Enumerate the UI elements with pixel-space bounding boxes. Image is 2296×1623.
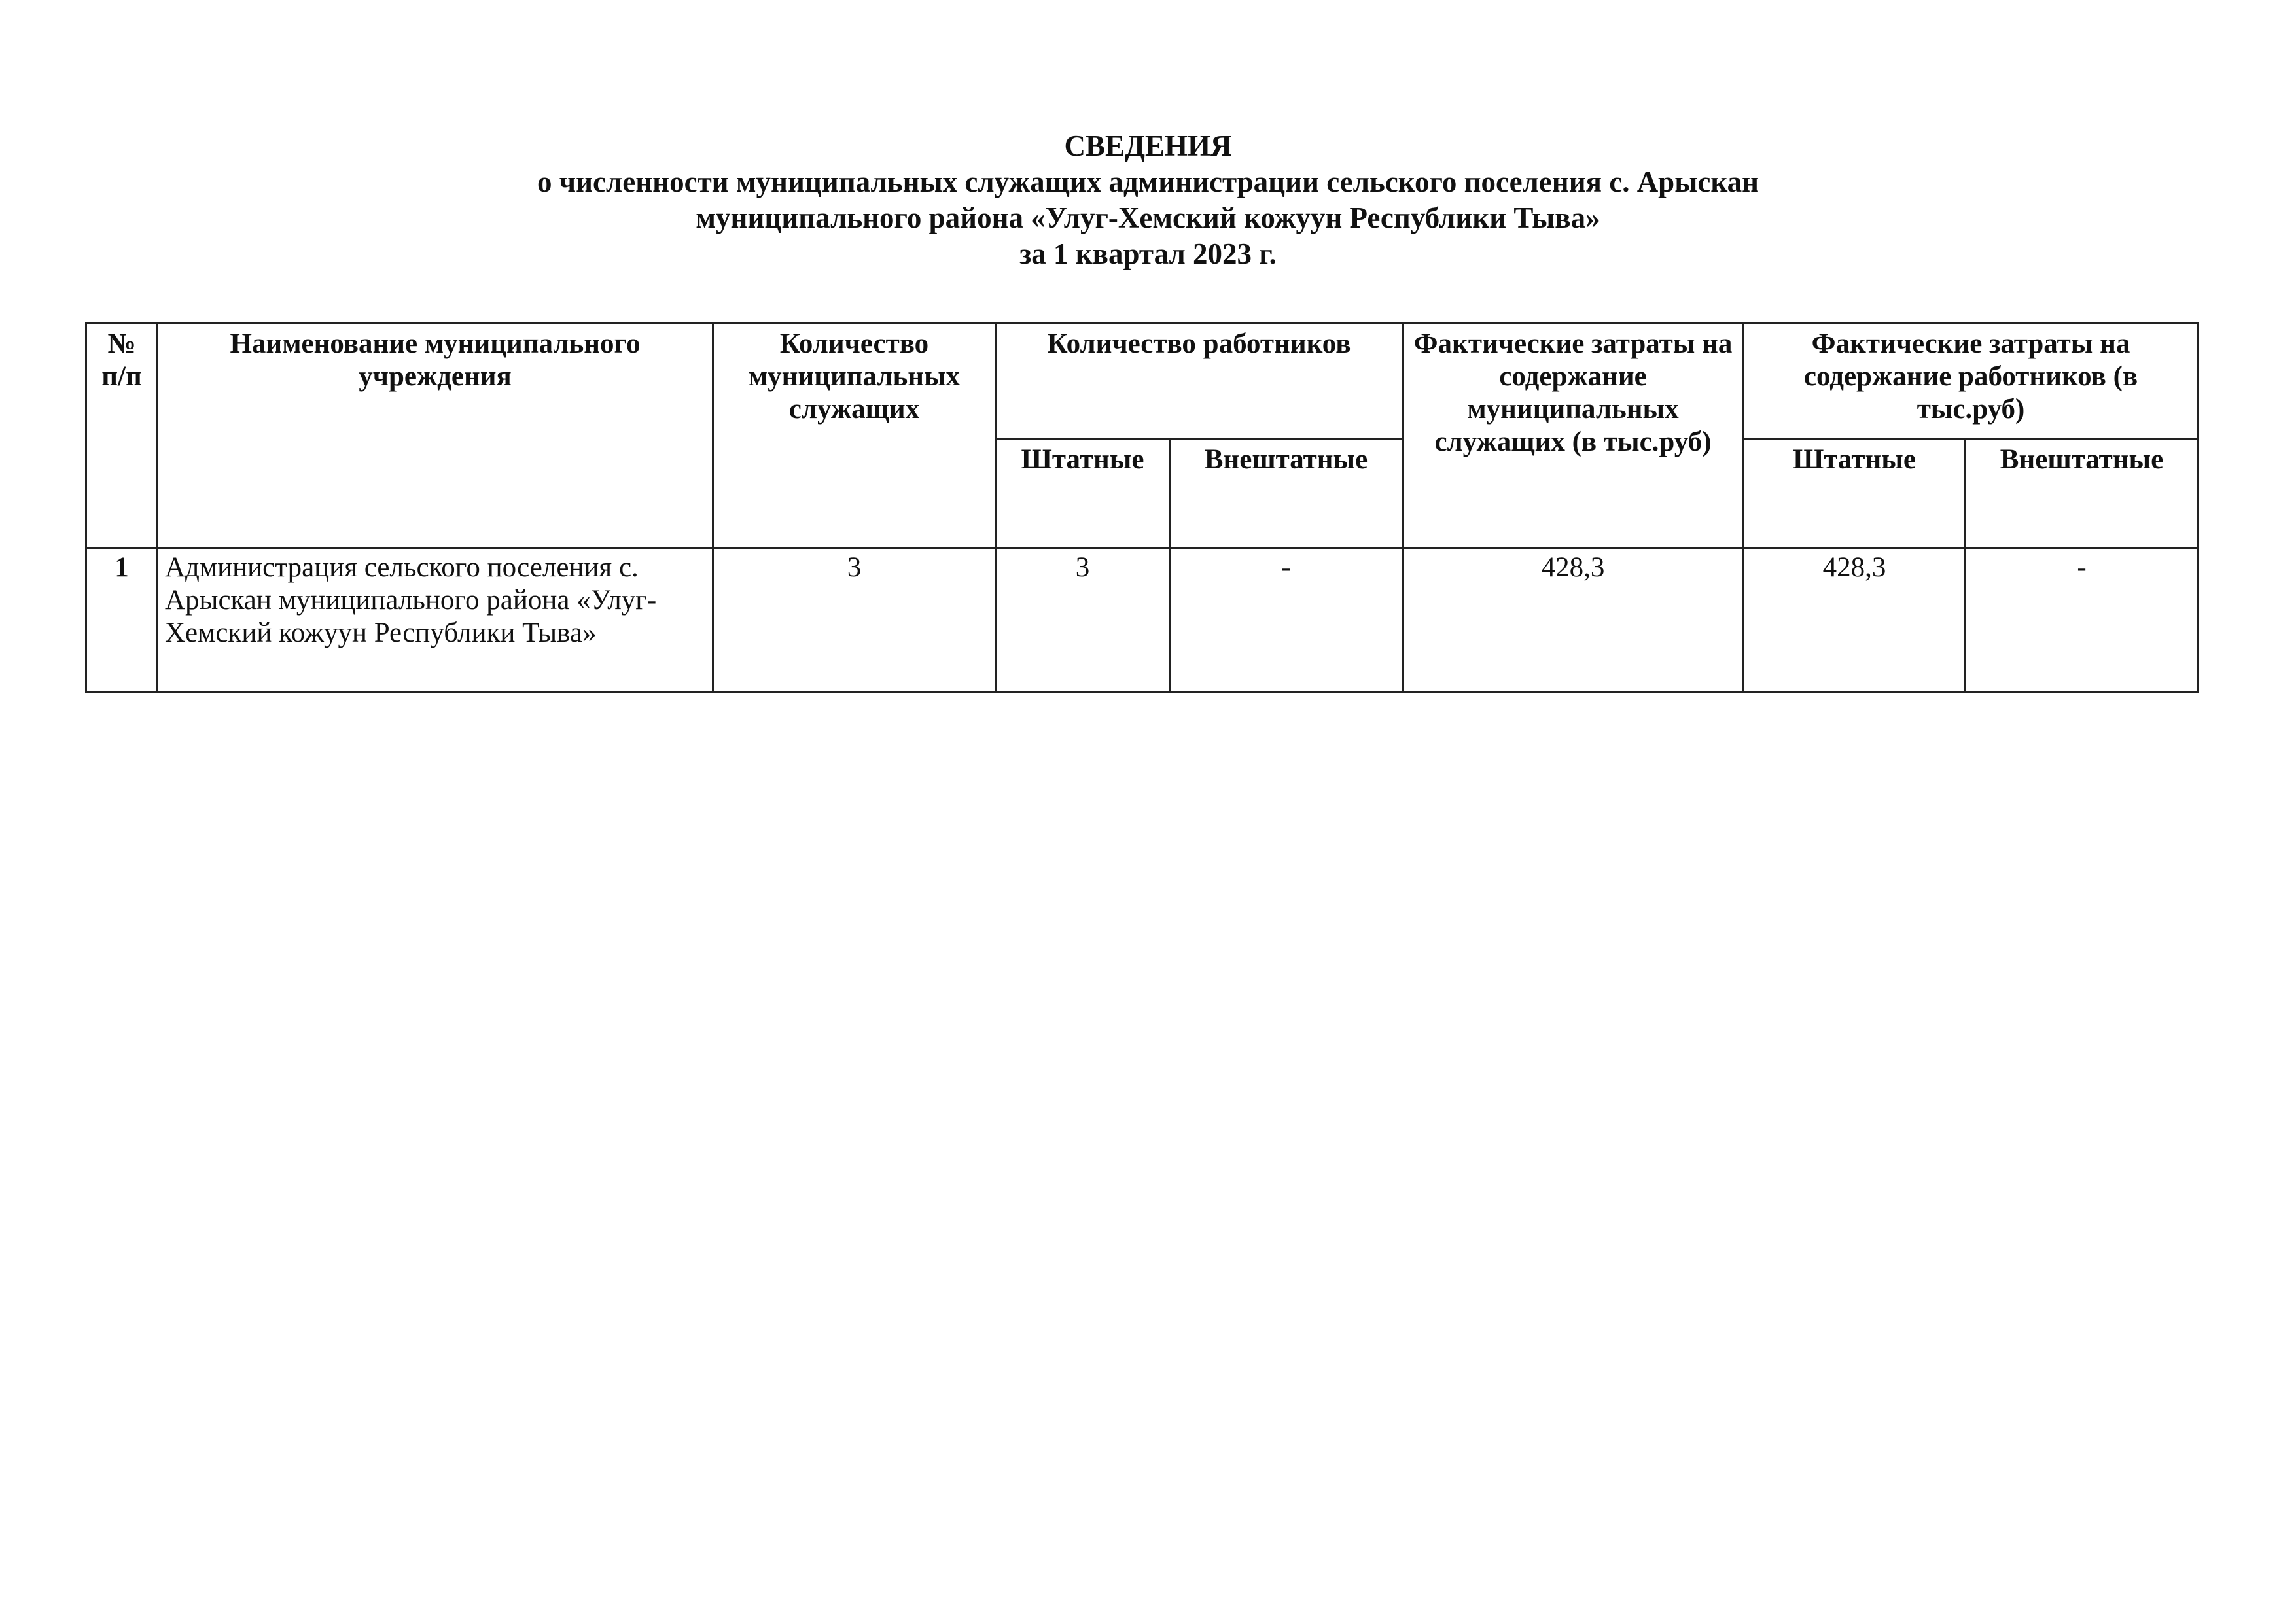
report-table [85,322,2199,693]
cell-workers-nonstaff: - [1170,548,1403,693]
header-cost-staff: Штатные [1744,439,1966,548]
header-workers-count: Количество работников [996,323,1403,439]
cell-number: 1 [86,548,158,693]
header-workers-staff: Штатные [996,439,1170,548]
cell-cost-staff: 428,3 [1744,548,1966,693]
document-period: за 1 квартал 2023 г. [1019,237,1277,270]
cell-employees-cost: 428,3 [1403,548,1744,693]
header-institution-name: Наименование муниципального учреждения [158,323,713,548]
document-subtitle-line-2: муниципального района «Улуг-Хемский кожуун Республики Тыва» [696,201,1600,234]
cell-institution-name: Администрация сельского поселения с. Арыскан муниципального района «Улуг-Хемский кожуун Республики Тыва» [158,548,713,693]
table-header-row [86,323,2199,439]
document-header [0,128,2296,272]
header-workers-nonstaff: Внештатные [1170,439,1403,548]
header-employees-count: Количество муниципальных служащих [713,323,996,548]
header-employees-cost: Фактические затраты на содержание муниципальных служащих (в тыс.руб) [1403,323,1744,548]
document-subtitle-line-1: о численности муниципальных служащих администрации сельского поселения с. Арыскан [537,166,1759,198]
document-title: СВЕДЕНИЯ [1064,130,1232,162]
cell-cost-nonstaff: - [1966,548,2199,693]
cell-employees-count: 3 [713,548,996,693]
table-row [86,548,2199,693]
header-number: № п/п [86,323,158,548]
header-workers-cost: Фактические затраты на содержание работников (в тыс.руб) [1744,323,2199,439]
header-cost-nonstaff: Внештатные [1966,439,2199,548]
cell-workers-staff: 3 [996,548,1170,693]
